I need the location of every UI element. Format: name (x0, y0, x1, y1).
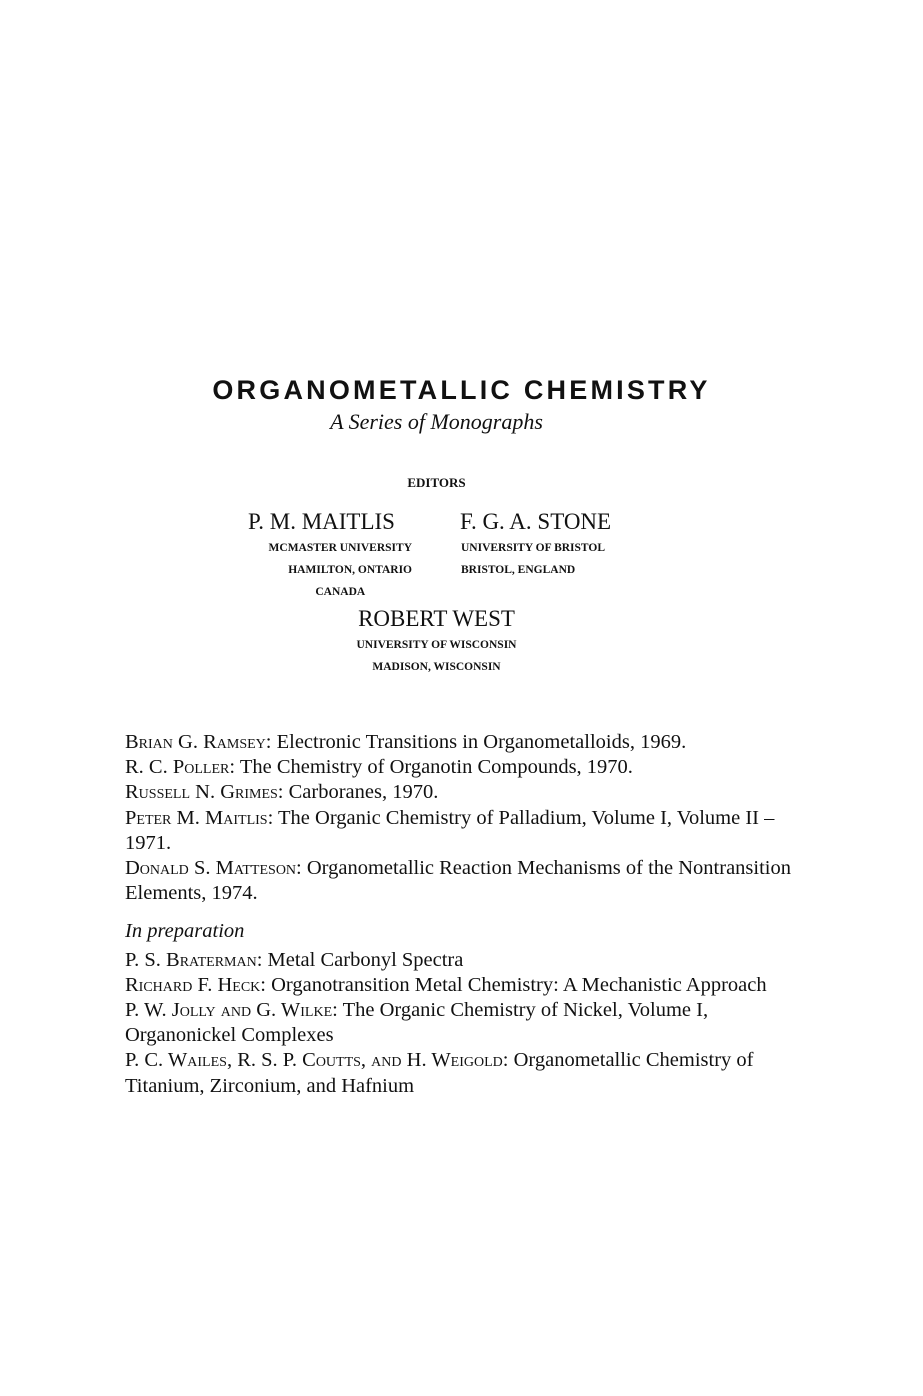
author: P. S. Braterman: (125, 948, 263, 971)
author-surname: Grimes (220, 781, 278, 804)
published-entry (125, 806, 805, 856)
book-title: Carboranes, 1970. (283, 781, 439, 804)
affiliation-line: CANADA (315, 586, 366, 598)
author: Richard F. Heck: (125, 973, 266, 996)
author-given: Donald (125, 857, 189, 880)
affiliation-line: MCMASTER UNIVERSITY (268, 542, 412, 554)
book-title: The Organic Chemistry of Nickel, Volume I, Organonickel Complexes (125, 999, 709, 1047)
author-colon: : (267, 806, 274, 829)
published-entry (125, 780, 805, 805)
author-initials: S. (188, 857, 216, 880)
author-initials: M. (171, 806, 206, 829)
published-entry (125, 730, 805, 755)
author-given: Brian (125, 731, 173, 753)
published-entry (125, 856, 805, 906)
series-title: ORGANOMETALLIC CHEMISTRY (212, 375, 711, 405)
author-colon: : (265, 731, 272, 753)
in-preparation-heading: In preparation (125, 920, 245, 943)
in-preparation-entry (125, 1048, 805, 1098)
editor-name-maitlis: P. M. MAITLIS (248, 509, 395, 534)
editor-name-stone: F. G. A. STONE (460, 509, 612, 534)
affiliation-line: MADISON, WISCONSIN (372, 661, 501, 673)
editor-affiliation-west (0, 634, 873, 678)
editor-affiliation-maitlis (269, 537, 412, 603)
author: P. C. Wailes, R. S. P. Coutts, and H. Weigold: (125, 1049, 509, 1072)
author-surname: Ramsey (203, 731, 266, 753)
in-preparation-entry (125, 948, 805, 973)
series-subtitle: A Series of Monographs (330, 409, 543, 434)
editor-name-west: ROBERT WEST (358, 606, 515, 631)
author-colon: : (229, 756, 236, 779)
book-title: Organotransition Metal Chemistry: A Mechanistic Approach (265, 973, 767, 996)
book-title: The Organic Chemistry of Palladium, Volume I, Volume II – 1971. (125, 806, 775, 854)
affiliation-line: UNIVERSITY OF BRISTOL (461, 542, 606, 554)
author-initials: G. (172, 731, 204, 753)
book-list (125, 730, 805, 1099)
published-entry (125, 755, 805, 780)
author-given: Russell (125, 781, 191, 804)
editors-label: EDITORS (407, 475, 466, 490)
book-title: Electronic Transitions in Organometalloids, 1969. (271, 731, 687, 753)
author-colon: : (296, 857, 302, 880)
affiliation-line: UNIVERSITY OF WISCONSIN (356, 639, 517, 651)
book-title: Metal Carbonyl Spectra (262, 948, 464, 971)
author-surname: Poller (172, 756, 230, 779)
author-given: Peter (125, 806, 172, 829)
affiliation-line: HAMILTON, ONTARIO (288, 564, 412, 576)
affiliation-line: BRISTOL, ENGLAND (461, 564, 576, 576)
author-colon: : (277, 781, 284, 804)
in-preparation-entry (125, 998, 805, 1048)
editor-affiliation-stone (461, 537, 605, 581)
in-preparation-entry (125, 973, 805, 998)
book-title: Organometallic Chemistry of Titanium, Zirconium, and Hafnium (125, 1049, 754, 1097)
author-surname: Matteson (215, 857, 297, 880)
book-title: Organometallic Reaction Mechanisms of the Nontransition Elements, 1974. (125, 857, 791, 905)
author: P. W. Jolly and G. Wilke: (125, 999, 338, 1022)
author-surname: Maitlis (205, 806, 268, 829)
author-initials: R. C. (125, 756, 173, 779)
book-title: The Chemistry of Organotin Compounds, 1970. (235, 756, 633, 779)
author-initials: N. (190, 781, 221, 804)
